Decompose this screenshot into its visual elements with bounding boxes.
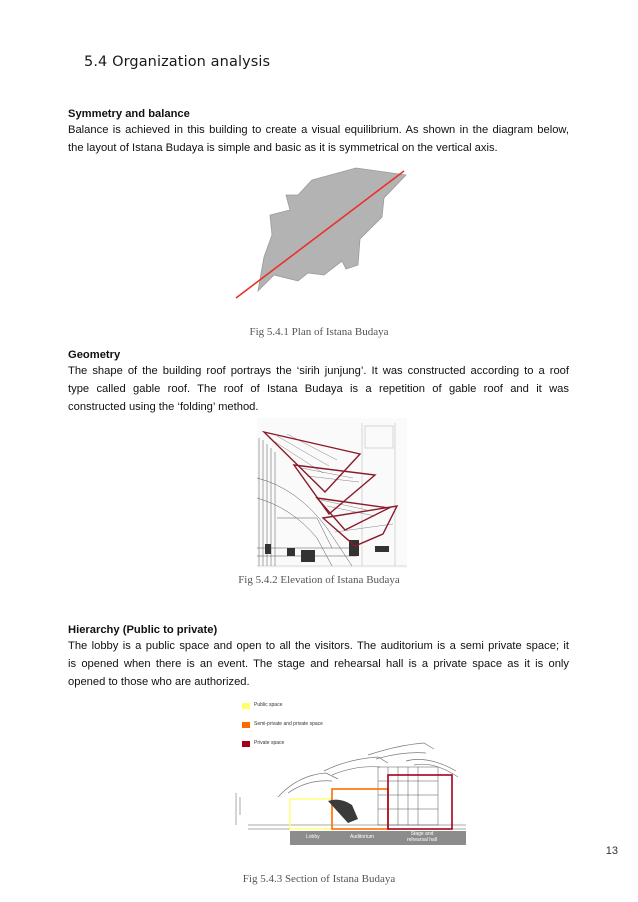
symmetry-heading: Symmetry and balance	[68, 108, 190, 120]
page-number: 13	[605, 845, 618, 857]
geometry-heading: Geometry	[68, 349, 121, 361]
zone-label-stage: Stage and rehearsal hall	[406, 831, 438, 843]
zone-label-lobby: Lobby	[306, 834, 320, 840]
legend-swatch-semi-private	[242, 722, 250, 728]
public-zone-outline	[290, 799, 332, 829]
hierarchy-heading: Hierarchy (Public to private)	[68, 624, 218, 636]
section-title: 5.4 Organization analysis	[84, 54, 271, 70]
legend-swatch-public	[242, 703, 250, 709]
fig-5-4-3-caption: Fig 5.4.3 Section of Istana Budaya	[242, 873, 396, 885]
legend-swatch-private	[242, 741, 250, 747]
hierarchy-line-3: opened to those who are authorized.	[68, 676, 250, 688]
legend-label-private: Private space	[254, 740, 285, 746]
geometry-line-2: type called gable roof. The roof of Istana Budaya is a repetition of gable roof and it was	[68, 383, 569, 395]
geometry-line-1: The shape of the building roof portrays the ‘sirih junjung’. It was constructed according to a roof	[68, 365, 569, 377]
hierarchy-line-2: is opened when there is an event. The stage and rehearsal hall is a private space as it is only	[68, 658, 569, 670]
section-figure	[228, 697, 468, 847]
hierarchy-line-1: The lobby is a public space and open to all the visitors. The auditorium is a semi private space; it	[68, 640, 569, 652]
geometry-line-3: constructed using the ‘folding’ method.	[68, 401, 259, 413]
fig-5-4-1-caption: Fig 5.4.1 Plan of Istana Budaya	[249, 326, 389, 338]
legend-label-public: Public space	[254, 702, 283, 708]
symmetry-line-1: Balance is achieved in this building to create a visual equilibrium. As shown in the diagram below,	[68, 124, 569, 136]
elevation-figure	[257, 418, 407, 568]
zone-label-auditorium: Auditorium	[350, 834, 374, 840]
symmetry-line-2: the layout of Istana Budaya is simple and basic as it is symmetrical on the vertical axis.	[68, 142, 498, 154]
private-zone-outline	[388, 775, 452, 829]
legend-label-semi-private: Semi-private and private space	[254, 721, 323, 727]
fig-5-4-2-caption: Fig 5.4.2 Elevation of Istana Budaya	[238, 574, 400, 586]
plan-figure	[228, 165, 428, 305]
